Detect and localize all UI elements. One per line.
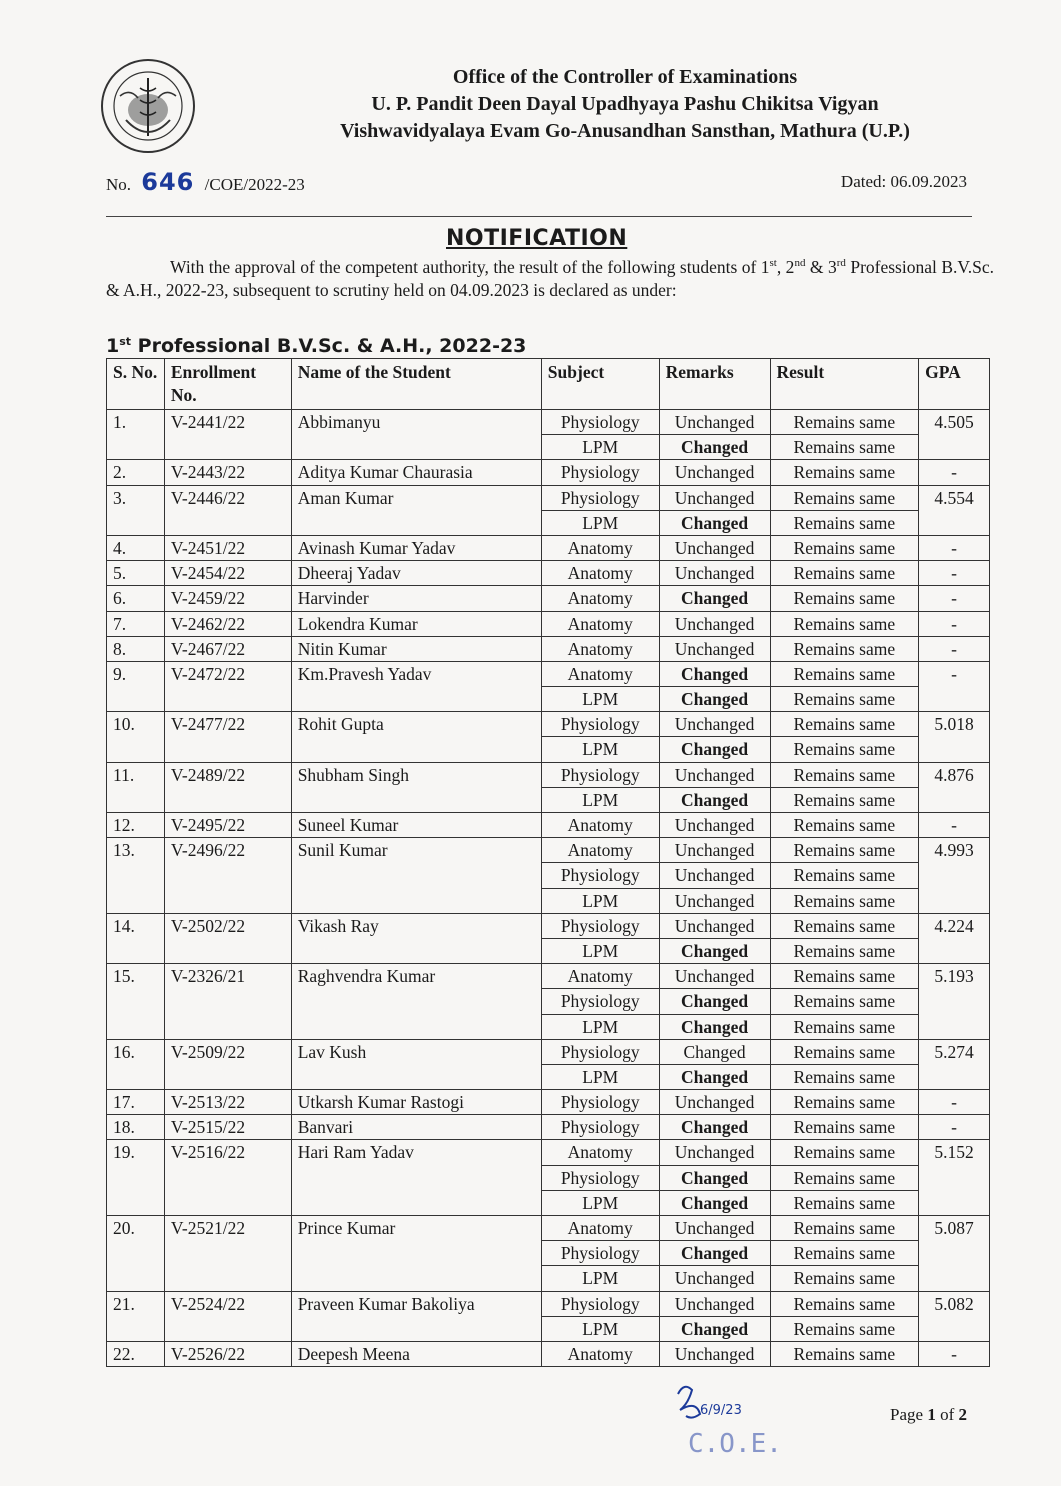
cell-result: Remains same (770, 1165, 919, 1190)
cell-remarks: Changed (659, 1064, 770, 1089)
cell-subject: Anatomy (541, 1140, 659, 1165)
ref-handwritten-number: 646 (141, 168, 195, 196)
cell-result: Remains same (770, 964, 919, 989)
cell-enrollment: V-2526/22 (164, 1341, 291, 1366)
cell-subject: Physiology (541, 1241, 659, 1266)
cell-remarks: Unchanged (659, 485, 770, 510)
cell-sno: 16. (107, 1039, 165, 1089)
cell-enrollment: V-2495/22 (164, 813, 291, 838)
cell-result: Remains same (770, 1115, 919, 1140)
cell-subject: Physiology (541, 1291, 659, 1316)
cell-result: Remains same (770, 737, 919, 762)
cell-remarks: Unchanged (659, 813, 770, 838)
header-name: Name of the Student (291, 359, 541, 410)
ref-prefix: No. (106, 175, 132, 194)
cell-remarks: Unchanged (659, 1140, 770, 1165)
cell-enrollment: V-2462/22 (164, 611, 291, 636)
cell-result: Remains same (770, 813, 919, 838)
cell-gpa: 5.082 (919, 1291, 990, 1341)
table-row (107, 460, 990, 485)
table-row (107, 762, 990, 787)
cell-name: Nitin Kumar (291, 636, 541, 661)
cell-name: Lav Kush (291, 1039, 541, 1089)
cell-remarks: Unchanged (659, 1266, 770, 1291)
cell-remarks: Changed (659, 787, 770, 812)
table-row (107, 1090, 990, 1115)
cell-subject: LPM (541, 787, 659, 812)
cell-sno: 13. (107, 838, 165, 914)
cell-enrollment: V-2509/22 (164, 1039, 291, 1089)
cell-subject: Anatomy (541, 1341, 659, 1366)
table-row (107, 561, 990, 586)
cell-gpa: 5.274 (919, 1039, 990, 1089)
cell-remarks: Changed (659, 737, 770, 762)
cell-name: Abbimanyu (291, 410, 541, 460)
cell-gpa: - (919, 460, 990, 485)
table-row (107, 586, 990, 611)
header-line-3: Vishwavidyalaya Evam Go-Anusandhan Sansthan, Mathura (U.P.) (340, 120, 910, 142)
cell-subject: Physiology (541, 1115, 659, 1140)
cell-gpa: - (919, 586, 990, 611)
table-row (107, 1291, 990, 1316)
cell-remarks: Changed (659, 938, 770, 963)
section-heading: 1st Professional B.V.Sc. & A.H., 2022-23 (106, 335, 527, 357)
cell-sno: 2. (107, 460, 165, 485)
cell-remarks: Unchanged (659, 964, 770, 989)
table-row (107, 1115, 990, 1140)
cell-result: Remains same (770, 561, 919, 586)
cell-remarks: Unchanged (659, 913, 770, 938)
cell-name: Utkarsh Kumar Rastogi (291, 1090, 541, 1115)
cell-remarks: Changed (659, 1165, 770, 1190)
header-line-2: U. P. Pandit Deen Dayal Upadhyaya Pashu Chikitsa Vigyan (371, 93, 879, 115)
cell-remarks: Changed (659, 687, 770, 712)
cell-remarks: Unchanged (659, 712, 770, 737)
signature-date: 6/9/23 (700, 1403, 742, 1418)
cell-result: Remains same (770, 712, 919, 737)
cell-name: Banvari (291, 1115, 541, 1140)
cell-gpa: - (919, 661, 990, 711)
office-header (200, 64, 1010, 145)
cell-remarks: Unchanged (659, 762, 770, 787)
header-subject: Subject (541, 359, 659, 410)
cell-subject: LPM (541, 1064, 659, 1089)
table-row (107, 913, 990, 938)
cell-subject: Physiology (541, 989, 659, 1014)
cell-remarks: Unchanged (659, 1341, 770, 1366)
cell-remarks: Unchanged (659, 636, 770, 661)
cell-result: Remains same (770, 989, 919, 1014)
header-divider (106, 216, 972, 217)
header-sno: S. No. (107, 359, 165, 410)
cell-result: Remains same (770, 787, 919, 812)
cell-result: Remains same (770, 410, 919, 435)
cell-result: Remains same (770, 1140, 919, 1165)
cell-sno: 21. (107, 1291, 165, 1341)
cell-enrollment: V-2467/22 (164, 636, 291, 661)
cell-subject: LPM (541, 1316, 659, 1341)
cell-subject: Physiology (541, 913, 659, 938)
cell-gpa: 4.993 (919, 838, 990, 914)
cell-remarks: Unchanged (659, 460, 770, 485)
cell-remarks: Changed (659, 1316, 770, 1341)
cell-name: Sunil Kumar (291, 838, 541, 914)
cell-gpa: 4.554 (919, 485, 990, 535)
cell-subject: LPM (541, 1190, 659, 1215)
cell-result: Remains same (770, 435, 919, 460)
cell-subject: Physiology (541, 485, 659, 510)
cell-subject: Anatomy (541, 1216, 659, 1241)
cell-gpa: - (919, 1341, 990, 1366)
cell-remarks: Unchanged (659, 888, 770, 913)
cell-enrollment: V-2513/22 (164, 1090, 291, 1115)
cell-name: Praveen Kumar Bakoliya (291, 1291, 541, 1341)
cell-enrollment: V-2489/22 (164, 762, 291, 812)
cell-remarks: Unchanged (659, 535, 770, 560)
cell-subject: Anatomy (541, 964, 659, 989)
cell-enrollment: V-2451/22 (164, 535, 291, 560)
cell-name: Aditya Kumar Chaurasia (291, 460, 541, 485)
cell-subject: Anatomy (541, 611, 659, 636)
cell-remarks: Changed (659, 1014, 770, 1039)
cell-subject: Anatomy (541, 586, 659, 611)
header-remarks: Remarks (659, 359, 770, 410)
cell-subject: LPM (541, 737, 659, 762)
cell-sno: 15. (107, 964, 165, 1040)
cell-name: Suneel Kumar (291, 813, 541, 838)
cell-result: Remains same (770, 1316, 919, 1341)
cell-subject: Physiology (541, 410, 659, 435)
cell-remarks: Unchanged (659, 863, 770, 888)
cell-result: Remains same (770, 1266, 919, 1291)
cell-result: Remains same (770, 913, 919, 938)
cell-name: Prince Kumar (291, 1216, 541, 1292)
table-row (107, 813, 990, 838)
signature-stamp (670, 1380, 820, 1460)
cell-gpa: - (919, 813, 990, 838)
cell-gpa: 5.087 (919, 1216, 990, 1292)
cell-result: Remains same (770, 1090, 919, 1115)
cell-remarks: Unchanged (659, 1090, 770, 1115)
cell-enrollment: V-2441/22 (164, 410, 291, 460)
table-row (107, 410, 990, 435)
cell-gpa: 4.876 (919, 762, 990, 812)
table-row (107, 838, 990, 863)
cell-remarks: Unchanged (659, 611, 770, 636)
cell-remarks: Changed (659, 1190, 770, 1215)
cell-result: Remains same (770, 888, 919, 913)
cell-remarks: Unchanged (659, 1291, 770, 1316)
header-result: Result (770, 359, 919, 410)
cell-remarks: Changed (659, 1241, 770, 1266)
header-gpa: GPA (919, 359, 990, 410)
cell-enrollment: V-2515/22 (164, 1115, 291, 1140)
table-row (107, 1216, 990, 1241)
cell-gpa: - (919, 1090, 990, 1115)
cell-subject: LPM (541, 938, 659, 963)
cell-result: Remains same (770, 611, 919, 636)
cell-remarks: Changed (659, 586, 770, 611)
cell-name: Deepesh Meena (291, 1341, 541, 1366)
cell-result: Remains same (770, 1341, 919, 1366)
table-row (107, 1140, 990, 1165)
cell-gpa: - (919, 636, 990, 661)
cell-result: Remains same (770, 938, 919, 963)
cell-enrollment: V-2472/22 (164, 661, 291, 711)
cell-remarks: Changed (659, 1039, 770, 1064)
table-row (107, 485, 990, 510)
header-enrollment: Enrollment No. (164, 359, 291, 410)
cell-gpa: 4.505 (919, 410, 990, 460)
cell-subject: Anatomy (541, 535, 659, 560)
table-row (107, 535, 990, 560)
table-row (107, 712, 990, 737)
cell-sno: 1. (107, 410, 165, 460)
cell-result: Remains same (770, 838, 919, 863)
cell-sno: 11. (107, 762, 165, 812)
results-table (106, 358, 990, 1367)
cell-subject: LPM (541, 687, 659, 712)
reference-number (106, 168, 305, 196)
cell-gpa: - (919, 611, 990, 636)
cell-sno: 3. (107, 485, 165, 535)
cell-subject: Physiology (541, 712, 659, 737)
cell-remarks: Unchanged (659, 410, 770, 435)
cell-name: Dheeraj Yadav (291, 561, 541, 586)
cell-sno: 22. (107, 1341, 165, 1366)
cell-result: Remains same (770, 661, 919, 686)
cell-result: Remains same (770, 460, 919, 485)
cell-result: Remains same (770, 762, 919, 787)
cell-name: Km.Pravesh Yadav (291, 661, 541, 711)
cell-name: Lokendra Kumar (291, 611, 541, 636)
cell-enrollment: V-2521/22 (164, 1216, 291, 1292)
cell-subject: Anatomy (541, 838, 659, 863)
table-row (107, 1341, 990, 1366)
cell-result: Remains same (770, 535, 919, 560)
cell-enrollment: V-2496/22 (164, 838, 291, 914)
cell-remarks: Changed (659, 435, 770, 460)
cell-sno: 4. (107, 535, 165, 560)
cell-remarks: Changed (659, 510, 770, 535)
ref-suffix: /COE/2022-23 (204, 175, 305, 194)
cell-remarks: Unchanged (659, 838, 770, 863)
dated: Dated: 06.09.2023 (840, 172, 967, 191)
cell-name: Avinash Kumar Yadav (291, 535, 541, 560)
cell-remarks: Changed (659, 661, 770, 686)
cell-sno: 9. (107, 661, 165, 711)
cell-enrollment: V-2326/21 (164, 964, 291, 1040)
cell-enrollment: V-2459/22 (164, 586, 291, 611)
cell-subject: LPM (541, 1014, 659, 1039)
cell-enrollment: V-2443/22 (164, 460, 291, 485)
cell-sno: 7. (107, 611, 165, 636)
cell-subject: LPM (541, 510, 659, 535)
cell-sno: 18. (107, 1115, 165, 1140)
table-row (107, 661, 990, 686)
cell-remarks: Changed (659, 989, 770, 1014)
cell-subject: Anatomy (541, 813, 659, 838)
cell-sno: 8. (107, 636, 165, 661)
cell-subject: Physiology (541, 1090, 659, 1115)
cell-name: Aman Kumar (291, 485, 541, 535)
cell-subject: Anatomy (541, 661, 659, 686)
cell-sno: 19. (107, 1140, 165, 1216)
cell-result: Remains same (770, 1014, 919, 1039)
cell-name: Rohit Gupta (291, 712, 541, 762)
cell-result: Remains same (770, 510, 919, 535)
cell-name: Raghvendra Kumar (291, 964, 541, 1040)
results-body (107, 410, 990, 1367)
cell-subject: Physiology (541, 460, 659, 485)
cell-result: Remains same (770, 636, 919, 661)
table-row (107, 964, 990, 989)
cell-subject: Anatomy (541, 636, 659, 661)
cell-gpa: - (919, 561, 990, 586)
cell-sno: 5. (107, 561, 165, 586)
cell-result: Remains same (770, 586, 919, 611)
cell-name: Shubham Singh (291, 762, 541, 812)
cell-gpa: - (919, 1115, 990, 1140)
cell-subject: Physiology (541, 1039, 659, 1064)
cell-gpa: 5.018 (919, 712, 990, 762)
coe-stamp: C.O.E. (688, 1429, 782, 1459)
cell-result: Remains same (770, 1039, 919, 1064)
page-number: Page 1 of 2 (890, 1405, 967, 1424)
cell-sno: 12. (107, 813, 165, 838)
cell-gpa: 5.152 (919, 1140, 990, 1216)
cell-gpa: - (919, 535, 990, 560)
cell-subject: LPM (541, 888, 659, 913)
cell-subject: Physiology (541, 1165, 659, 1190)
cell-result: Remains same (770, 687, 919, 712)
cell-remarks: Unchanged (659, 1216, 770, 1241)
cell-enrollment: V-2477/22 (164, 712, 291, 762)
notification-title: NOTIFICATION (446, 226, 628, 251)
cell-result: Remains same (770, 1241, 919, 1266)
cell-name: Harvinder (291, 586, 541, 611)
cell-enrollment: V-2524/22 (164, 1291, 291, 1341)
cell-subject: LPM (541, 1266, 659, 1291)
cell-enrollment: V-2502/22 (164, 913, 291, 963)
cell-enrollment: V-2446/22 (164, 485, 291, 535)
cell-sno: 6. (107, 586, 165, 611)
cell-name: Vikash Ray (291, 913, 541, 963)
cell-sno: 14. (107, 913, 165, 963)
cell-sno: 20. (107, 1216, 165, 1292)
cell-sno: 17. (107, 1090, 165, 1115)
cell-result: Remains same (770, 1064, 919, 1089)
cell-sno: 10. (107, 712, 165, 762)
cell-gpa: 4.224 (919, 913, 990, 963)
cell-gpa: 5.193 (919, 964, 990, 1040)
cell-subject: Physiology (541, 762, 659, 787)
table-header-row (107, 359, 990, 410)
cell-remarks: Unchanged (659, 561, 770, 586)
cell-enrollment: V-2454/22 (164, 561, 291, 586)
cell-result: Remains same (770, 1216, 919, 1241)
cell-remarks: Changed (659, 1115, 770, 1140)
cell-result: Remains same (770, 863, 919, 888)
table-row (107, 1039, 990, 1064)
cell-subject: LPM (541, 435, 659, 460)
university-seal-icon (100, 58, 196, 154)
cell-result: Remains same (770, 1190, 919, 1215)
cell-enrollment: V-2516/22 (164, 1140, 291, 1216)
table-row (107, 636, 990, 661)
cell-result: Remains same (770, 1291, 919, 1316)
header-line-1: Office of the Controller of Examinations (452, 66, 798, 88)
cell-subject: Anatomy (541, 561, 659, 586)
intro-paragraph: With the approval of the competent authority, the result of the following students of 1st, 2nd & 3rd Professional B.V.Sc. & A.H., 2022-23, subsequent to scrutiny held on 04.09.2023 is declared as under: (106, 257, 994, 300)
cell-name: Hari Ram Yadav (291, 1140, 541, 1216)
cell-result: Remains same (770, 485, 919, 510)
cell-subject: Physiology (541, 863, 659, 888)
table-row (107, 611, 990, 636)
